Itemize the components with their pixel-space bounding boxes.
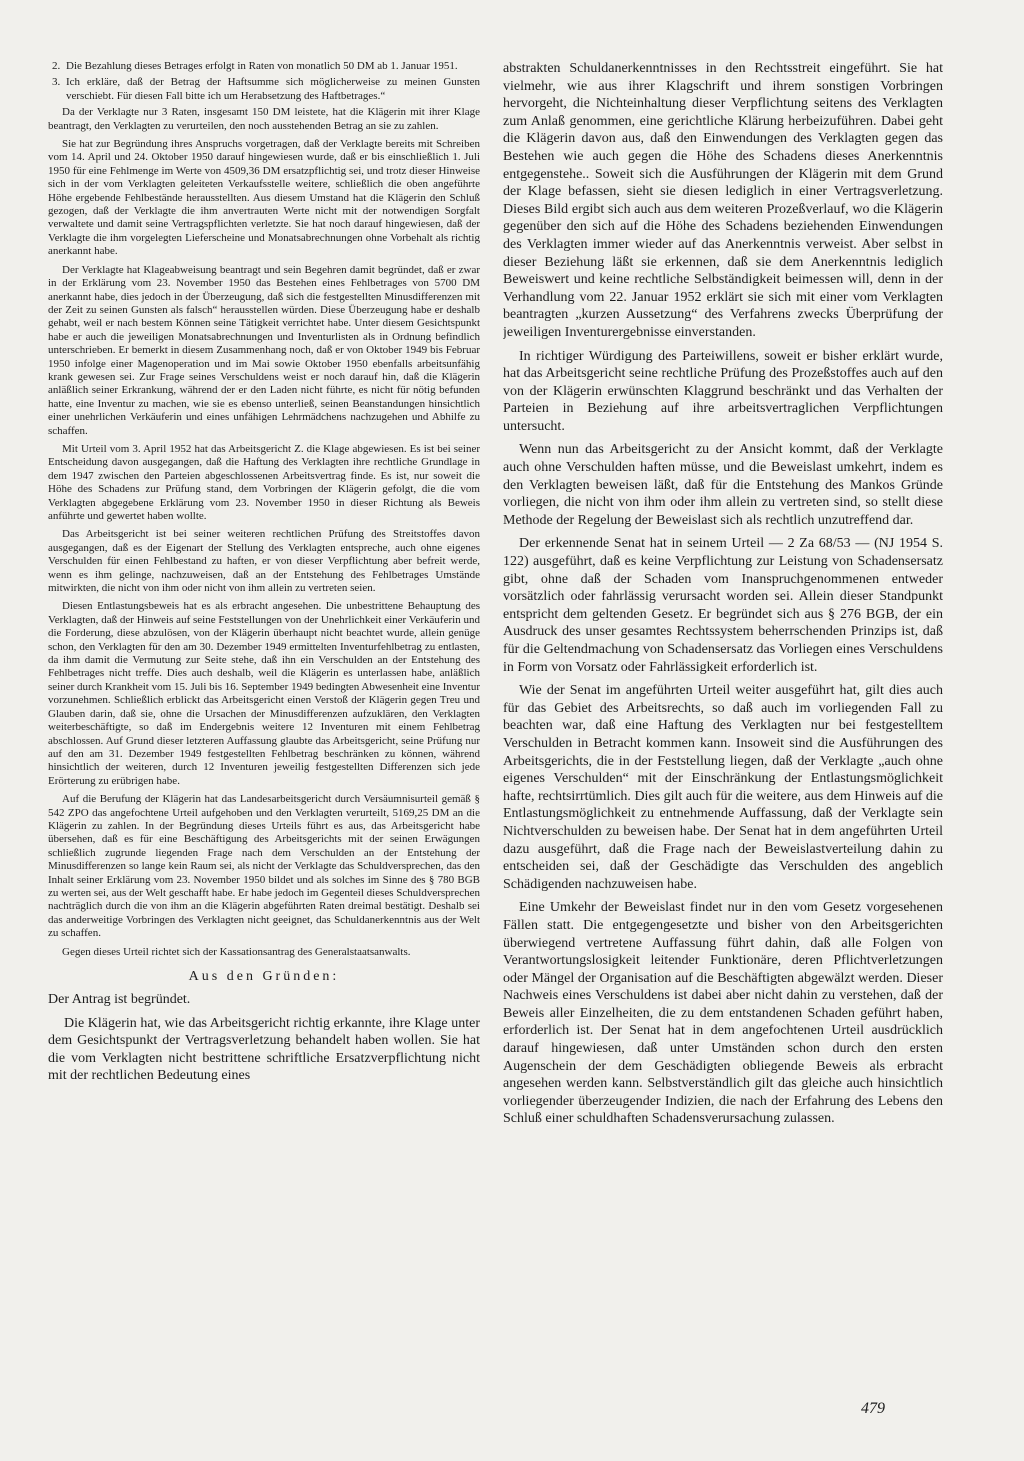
left-large-text <box>48 991 480 1085</box>
paragraph: In richtiger Würdigung des Parteiwillens, soweit er bisher erklärt wurde, hat das Arbeitsgericht seine rechtliche Prüfung des Prozeßstoffes auch auf den von der Klägerin erwünschten Klaggrund beschränkt und das Verhalten der Parteien in Beziehung auf ihre arbeitsvertraglichen Verpflichtungen untersucht. <box>503 348 943 434</box>
page-number: 479 <box>861 1400 885 1417</box>
section-heading: Aus den Gründen: <box>188 969 340 984</box>
paragraph: Mit Urteil vom 3. April 1952 hat das Arbeitsgericht Z. die Klage abgewiesen. Es ist bei seiner Entscheidung davon ausgegangen, daß die Haftung des Verklagten ihre rechtliche Grundlage in dem 1947 zwischen den Parteien abgeschlossenen Arbeitsvertrag finde. Es ist, nur soweit die Höhe des Schadens zur Prüfung stand, dem Vorbringen der Klägerin gefolgt, die die vom Verklagten abgegebene Erklärung vom 23. November 1950 in dieser Richtung als Beweis anführte und gewertet haben wollte. <box>48 442 480 522</box>
list-item <box>48 76 480 103</box>
paragraph: Da der Verklagte nur 3 Raten, insgesamt 150 DM leistete, hat die Klägerin mit ihrer Klage beantragt, den Verklagten zu verurteilen, den noch ausstehenden Betrag an sie zu zahlen. <box>48 106 480 132</box>
list-item-text: Ich erkläre, daß der Betrag der Haftsumme sich möglicherweise zu meinen Gunsten verschiebt. Für diesen Fall bitte ich um Herabsetzung des Haftbetrages.“ <box>66 76 480 102</box>
paragraph: Gegen dieses Urteil richtet sich der Kassationsantrag des Generalstaatsanwalts. <box>62 945 411 958</box>
right-large-text <box>503 60 943 1128</box>
list-item <box>48 60 480 73</box>
right-column <box>503 60 943 1134</box>
paragraph: Der erkennende Senat hat in seinem Urteil — 2 Za 68/53 — (NJ 1954 S. 122) ausgeführt, daß es keine Verpflichtung zur Leistung von Schadensersatz gibt, ohne daß der Schaden vom Inanspruchgenommenen entweder vorsätzlich oder fahrlässig verursacht worden sei. Allein dieser Standpunkt entspricht dem geltenden Gesetz. Er begründet sich aus § 276 BGB, der ein Ausdruck des unser gesamtes Rechtssystem beherrschenden Prinzips ist, daß für die Geltendmachung von Schadensersatz das Vorliegen eines Verschuldens in Form von Vorsatz oder Fahrlässigkeit erforderlich ist. <box>503 536 943 675</box>
paragraph: Sie hat zur Begründung ihres Anspruchs vorgetragen, daß der Verklagte bereits mit Schreiben vom 14. April und 24. Oktober 1950 darauf hingewiesen wurde, daß er bis einschließlich 1. Juli 1950 für eine Fehlmenge im Werte von 4509,36 DM ersatzpflichtig sei, und trotz dieser Hinweise sich in der vom Verklagten geleiteten Verkaufsstelle weitere, schließlich die oben angeführte Höhe ergebende Fehlbestände herausstellten. Aus diesem Umstand hat die Klägerin den Schluß gezogen, daß der Verklagte die ihm anvertrauten Werte nicht mit der notwendigen Sorgfalt verwaltete und damit seine Vertragspflichten verletzte. Sie hat noch darauf hingewiesen, daß der Verklagte die ihm vorgelegten Lieferscheine und Monatsabrechnungen ohne Vorbehalt als richtig anerkannt habe. <box>48 138 480 258</box>
paragraph: Die Klägerin hat, wie das Arbeitsgericht richtig erkannte, ihre Klage unter dem Gesichtspunkt der Vertragsverletzung behandelt haben wollen. Sie hat die vom Verklagten nicht bestrittene schriftliche Ersatzverpflichtung nicht mit der rechtlichen Bedeutung eines <box>48 1015 480 1084</box>
paragraph: Diesen Entlastungsbeweis hat es als erbracht angesehen. Die unbestrittene Behauptung des Verklagten, daß der Hinweis auf seine Feststellungen von der Unehrlichkeit einer Verkäuferin und die Forderung, diese abzulösen, von der Klägerin überhaupt nicht beachtet wurde, allein genüge schon, den Verklagten für den am 30. Dezember 1949 ermittelten Inventurfehlbetrag zu entlasten, da ihm damit die Vermutung zur Seite stehe, daß ihn ein Verschulden an der Entstehung des Fehlbetrages nicht treffe. Dies auch deshalb, weil die Klägerin es unterlassen habe, anläßlich seiner durch Krankheit vom 15. Juli bis 16. September 1949 bedingten Abwesenheit eine Inventur vorzunehmen. Schließlich erblickt das Arbeitsgericht einen Verstoß der Klägerin gegen Treu und Glauben darin, daß sie, ohne die Ursachen der Minusdifferenzen aufzuklären, den Verklagten weiterbeschäftigte, so daß im Endergebnis weitere 12 Inventuren mit einem Fehlbetrag abschlossen. Auf Grund dieser letzteren Auffassung glaubte das Arbeitsgericht, seine Prüfung nur auf den am 31. Dezember 1949 festgestellten Fehlbetrag beschränken zu können, während hinsichtlich der weiteren, durch 12 Inventuren jeweilig festgestellten Differenzen sich jede Erörterung zu erübrigen habe. <box>48 600 480 787</box>
paragraph: Der Antrag ist begründet. <box>48 992 191 1007</box>
list-item-number: 2. <box>52 60 61 72</box>
paragraph: abstrakten Schuldanerkenntnisses in den Rechtsstreit eingeführt. Sie hat vielmehr, wie aus ihrer Klagschrift und ihrem sonstigen Vorbringen hervorgeht, die Nichteinhaltung dieser Verpflichtung seitens des Verklagten zum Anlaß genommen, eine gerichtliche Klärung herbeizuführen. Dabei geht die Klägerin davon aus, daß den Einwendungen des Verklagten gegen das Bestehen wie auch gegen die Höhe des Schadens dieses Anerkenntnis entgegenstehe.. Soweit sich die Ausführungen der Klägerin mit dem Grund der Klage befassen, sieht sie diesen lediglich in einer Vertragsverletzung. Dieses Bild ergibt sich auch aus dem weiteren Prozeßverlauf, wo die Klägerin gegenüber den sich auf die Höhe des Schadens beziehenden Einwendungen des Verklagten immer wieder auf das Anerkenntnis verweist. Aber selbst in dieser Beziehung läßt sie erkennen, daß sie dem Anerkenntnis lediglich Beweiswert und keine rechtliche Selbständigkeit beimessen will, denn in der Verhandlung vom 22. Januar 1952 erklärt sie sich mit einer vom Verklagten beantragten „kurzen Aussetzung“ des Verfahrens zwecks Überprüfung der jeweiligen Inventurergebnisse einverstanden. <box>503 61 943 340</box>
paragraph: Der Verklagte hat Klageabweisung beantragt und sein Begehren damit begründet, daß er zwar in der Erklärung vom 23. November 1950 das Bestehen eines Fehlbetrages von 5700 DM anerkannt habe, dies jedoch in der Überzeugung, daß sich die festgestellten Minusdifferenzen mit der Zeit zu seinen Gunsten als falsch“ herausstellen würden. Diese Überzeugung habe er deshalb gehabt, weil er nach bestem Können seine Tätigkeit verrichtet habe. Unter diesem Gesichtspunkt habe er auch die jeweiligen Monatsabrechnungen und Inventurlisten als in Ordnung befindlich unterschrieben. Er bemerkt in diesem Zusammenhang noch, daß er von Oktober 1949 bis Februar 1950 infolge einer Magenoperation und im Mai sowie Oktober 1950 ebenfalls arbeitsunfähig krank gewesen sei. Zur Frage seines Verschuldens weist er noch darauf hin, daß die Klägerin anläßlich seiner Erkrankung, während der er den Laden nicht führte, es nicht für nötig befunden hatte, eine Inventur zu machen, wie sie es ebenso unterließ, seinen Beanstandungen hinsichtlich einer unehrlichen Verkäuferin und eines unfähigen Lehrmädchens nachzugehen und Abhilfe zu schaffen. <box>48 263 480 437</box>
document-page <box>48 60 978 1430</box>
paragraph: Auf die Berufung der Klägerin hat das Landesarbeitsgericht durch Versäumnisurteil gemäß § 542 ZPO das angefochtene Urteil aufgehoben und den Verklagten verurteilt, 5169,25 DM an die Klägerin zu zahlen. In der Begründung dieses Urteils führt es aus, das Arbeitsgericht habe übersehen, daß es für eine Beschäftigung des Arbeitsgerichts mit der seinen Erwägungen schließlich zugrunde liegenden Frage nach dem Verschulden an der Entstehung der Minusdifferenzen so lange kein Raum sei, als nicht der Verklagte das Schuldversprechen, das den Inhalt seiner Erklärung vom 23. November 1950 bildet und als solches im Sinne des § 780 BGB zu werten sei, aus der Welt geschafft habe. Er habe jedoch im Gegenteil dieses Schuldversprechen nachträglich durch die von ihm an die Klägerin abgeführten Raten dreimal bestätigt. Deshalb sei das anderweitige Vorbringen des Verklagten nicht geeignet, das Schuldanerkenntnis aus der Welt zu schaffen. <box>48 793 480 940</box>
paragraph: Eine Umkehr der Beweislast findet nur in den vom Gesetz vorgesehenen Fällen statt. Die entgegengesetzte und bisher von den Arbeitsgerichten überwiegend vertretene Auffassung führt dahin, daß alle Folgen von Verantwortungslosigkeit leitender Funktionäre, deren Pflichtverletzungen oder Mängel der Organisation auf die Beschäftigten abgewälzt werden. Dieser Nachweis eines Verschuldens ist dabei aber nicht dahin zu verstehen, daß der Beweis aller Einzelheiten, die zu dem entstandenen Schaden geführt haben, erforderlich ist. Der Senat hat in dem angefochtenen Urteil ausdrücklich darauf hingewiesen, daß unter Umständen schon durch den ersten Augenschein der dem Geschädigten obliegende Beweis als erbracht angesehen werden kann. Selbstverständlich gilt das gleiche auch hinsichtlich vorliegender überzeugender Indizien, die nach der Erfahrung des Lebens den Schluß einer schuldhaften Schadensverursachung zulassen. <box>503 900 943 1127</box>
list-item-text: Die Bezahlung dieses Betrages erfolgt in Raten von monatlich 50 DM ab 1. Januar 1951. <box>66 60 458 72</box>
paragraph: Wie der Senat im angeführten Urteil weiter ausgeführt hat, gilt dies auch für das Gebiet des Arbeitsrechts, so daß auch im vorliegenden Fall zu beachten war, daß eine Haftung des Verklagten nur bei festgestelltem Verschulden in Betracht kommen kann. Insoweit sind die Ausführungen des Arbeitsgerichts, die in der Feststellung liegen, daß der Verklagte „auch ohne eigenes Verschulden“ mit der Einschränkung der Entlastungsmöglichkeit hafte, rechtsirrtümlich. Dies gilt auch für die weitere, aus dem Hinweis auf die Entlastungsmöglichkeit zu entnehmende Auffassung, daß der Verklagte sein Nichtverschulden zu beweisen habe. Der Senat hat in dem angeführten Urteil dazu ausgeführt, daß die Frage nach der Beweislastverteilung dahin zu entscheiden sei, daß der Geschädigte das Verschulden des angeblich Schädigenden nachzuweisen habe. <box>503 683 943 892</box>
left-small-text <box>48 60 480 959</box>
paragraph: Wenn nun das Arbeitsgericht zu der Ansicht kommt, daß der Verklagte auch ohne Verschulden haften müsse, und die Beweislast umkehrt, indem es den Verklagten beweisen läßt, daß für die Entstehung des Mankos Gründe vorliegen, die nicht von ihm oder ihm allein zu vertreten sind, so stellt diese Methode der Regelung der Beweislast sich als rechtlich unzutreffend dar. <box>503 442 943 528</box>
list-item-number: 3. <box>52 76 61 89</box>
paragraph: Das Arbeitsgericht ist bei seiner weiteren rechtlichen Prüfung des Streitstoffes davon ausgegangen, daß es der Eigenart der Stellung des Verklagten entspreche, auch ohne eigenes Verschulden für einen Fehlbestand zu haften, er von dieser Verpflichtung aber befreit werde, wenn es ihm gelinge, nachzuweisen, daß an der Entstehung des Fehlbetrages Umstände mitwirkten, die nicht von ihm oder nicht von ihm allein zu vertreten seien. <box>48 528 480 595</box>
left-column <box>48 60 480 1091</box>
